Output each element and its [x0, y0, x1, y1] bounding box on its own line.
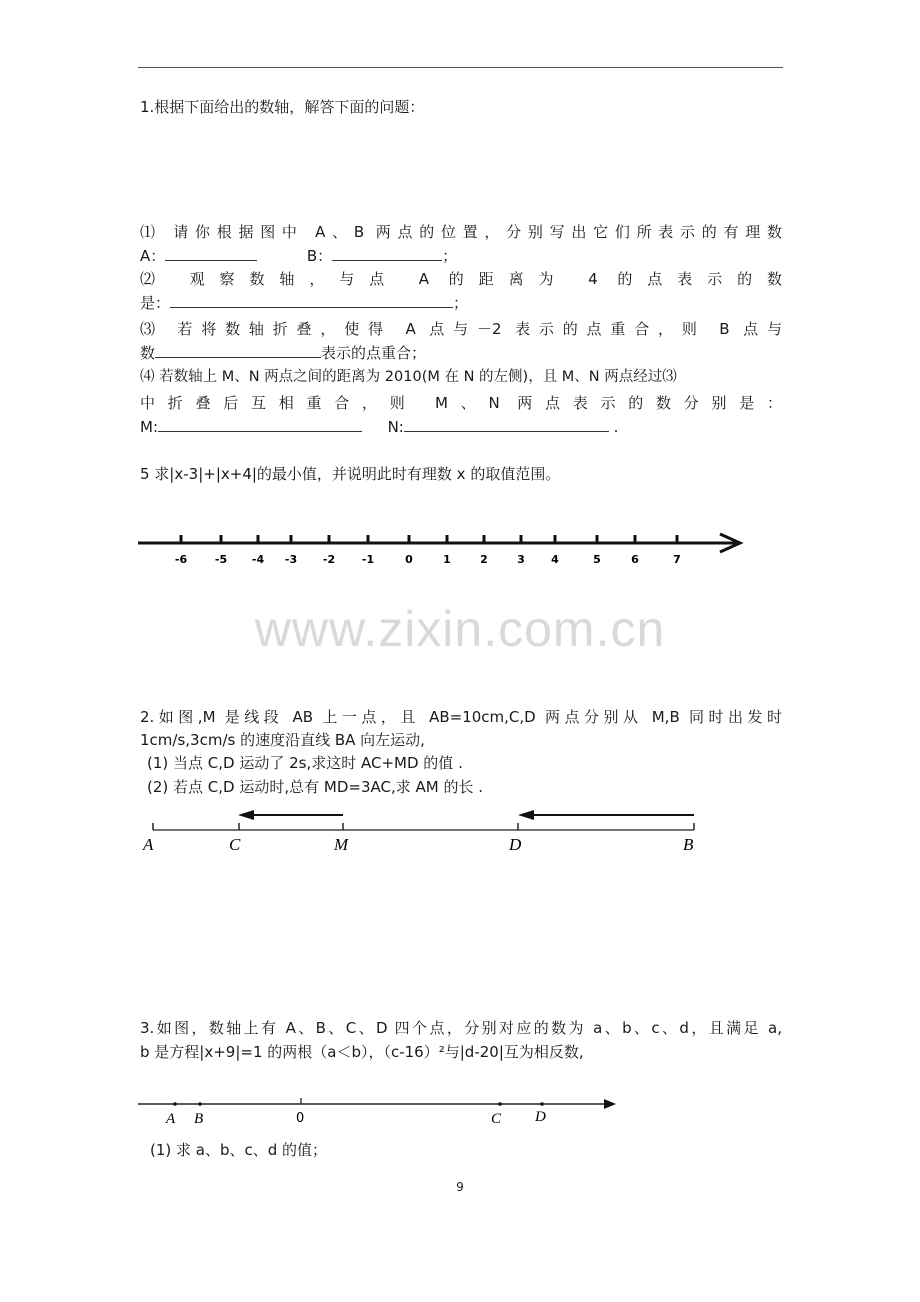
q1-part3-answer: [140, 341, 426, 364]
page-number: 9: [456, 1180, 464, 1194]
q1-part4-end: .: [613, 418, 619, 436]
q3-number-line: [138, 1092, 623, 1132]
q5-tick-label: 2: [480, 553, 488, 566]
q1-part2-prefix: 是：: [140, 294, 171, 312]
q2-line2: 1cm/s,3cm/s 的速度沿直线 BA 向左运动,: [140, 731, 425, 749]
q1-part3-prefix: 数: [140, 344, 156, 362]
q2-arrow-c-head: [238, 810, 254, 820]
q1-part4-n-blank[interactable]: [404, 415, 609, 432]
q5-ticks: [175, 535, 681, 566]
q5-tick-label: 0: [405, 553, 413, 566]
q1-part4-answers: [140, 415, 618, 438]
q5-number-line: [130, 522, 760, 572]
q1-part3-blank[interactable]: [155, 341, 321, 358]
q5-tick-label: 4: [551, 553, 559, 566]
q1-part2-blank[interactable]: [170, 291, 453, 308]
q5-tick-label: 3: [517, 553, 525, 566]
q5-title: 5 求|x-3|+|x+4|的最小值，并说明此时有理数 x 的取值范围。: [140, 465, 561, 483]
q2-sub1: (1) 当点 C,D 运动了 2s,求这时 AC+MD 的值 .: [147, 754, 463, 772]
q3-line1: 3.如图，数轴上有 A、B、C、D 四个点，分别对应的数为 a、b、c、d，且满足 a,: [140, 1019, 782, 1037]
q5-tick-label: 5: [593, 553, 601, 566]
q2-label-a: A: [143, 835, 154, 854]
q1-title: 1.根据下面给出的数轴，解答下面的问题：: [140, 98, 425, 116]
q2-label-b: B: [683, 835, 694, 854]
q1-part1-text: ⑴ 请你根据图中 A、B 两点的位置，分别写出它们所表示的有理数: [140, 223, 782, 241]
q5-tick-label: 1: [443, 553, 451, 566]
q5-tick-label: -4: [251, 553, 265, 566]
q5-tick-label: -2: [322, 553, 336, 566]
q1-part4-m-blank[interactable]: [158, 415, 362, 432]
q5-tick-label: 7: [673, 553, 681, 566]
q5-tick-label: -3: [284, 553, 298, 566]
q3-sub1: (1) 求 a、b、c、d 的值；: [150, 1141, 328, 1159]
q2-label-d: D: [509, 835, 522, 854]
q5-tick-label: 6: [631, 553, 639, 566]
q1-part1-a-label: A：: [140, 247, 166, 265]
q3-label-c: C: [491, 1111, 502, 1127]
q1-part1-b-blank[interactable]: [332, 244, 442, 261]
q1-part4-n-label: N:: [387, 418, 404, 436]
q5-tick-label: -5: [214, 553, 228, 566]
q1-part4-m-label: M:: [140, 418, 158, 436]
q3-label-d: D: [535, 1109, 546, 1125]
q1-part4-text: ⑷ 若数轴上 M、N 两点之间的距离为 2010(M 在 N 的左侧)，且 M、N 两点经过⑶: [140, 369, 677, 385]
q5-tick-label: -6: [174, 553, 188, 566]
q2-arrow-d-head: [518, 810, 534, 820]
q3-point-c: [498, 1102, 502, 1106]
q1-part2-text: ⑵ 观察数轴，与点 A 的距离为 4 的点表示的数: [140, 270, 782, 288]
q3-label-b: B: [194, 1111, 204, 1127]
q1-part2-answer: [140, 291, 468, 314]
q2-sub2: (2) 若点 C,D 运动时,总有 MD=3AC,求 AM 的长 .: [147, 778, 483, 796]
q2-segment-figure: [138, 806, 708, 856]
q3-label-origin: 0: [296, 1111, 305, 1126]
q2-label-c: C: [229, 835, 241, 854]
q3-line2: b 是方程|x+9|=1 的两根（a＜b），（c-16）²与|d-20|互为相反数,: [140, 1043, 584, 1061]
q1-part1-end: ；: [442, 247, 458, 265]
q3-axis-arrow: [604, 1099, 616, 1109]
q2-label-m: M: [334, 835, 349, 854]
q3-point-d: [540, 1102, 544, 1106]
q2-line1: 2.如图,M 是线段 AB 上一点，且 AB=10cm,C,D 两点分别从 M,B 同时出发时: [140, 708, 782, 726]
q1-part1-answers: [140, 244, 457, 267]
q1-part3-suffix: 表示的点重合；: [321, 344, 427, 362]
watermark: www.zixin.com.cn: [254, 601, 666, 657]
q5-tick-label: -1: [361, 553, 375, 566]
q1-part1-a-blank[interactable]: [165, 244, 257, 261]
q1-part3-text: ⑶ 若将数轴折叠，使得 A 点与－2 表示的点重合，则 B 点与: [140, 320, 782, 338]
q3-point-b: [198, 1102, 202, 1106]
header-rule: [138, 67, 783, 68]
q3-label-a: A: [166, 1111, 176, 1127]
q1-part1-b-label: B：: [306, 247, 333, 265]
q1-part2-end: ；: [453, 294, 469, 312]
q1-part4-line2: 中折叠后互相重合，则 M、N 两点表示的数分别是：: [140, 394, 782, 412]
q3-point-a: [173, 1102, 177, 1106]
